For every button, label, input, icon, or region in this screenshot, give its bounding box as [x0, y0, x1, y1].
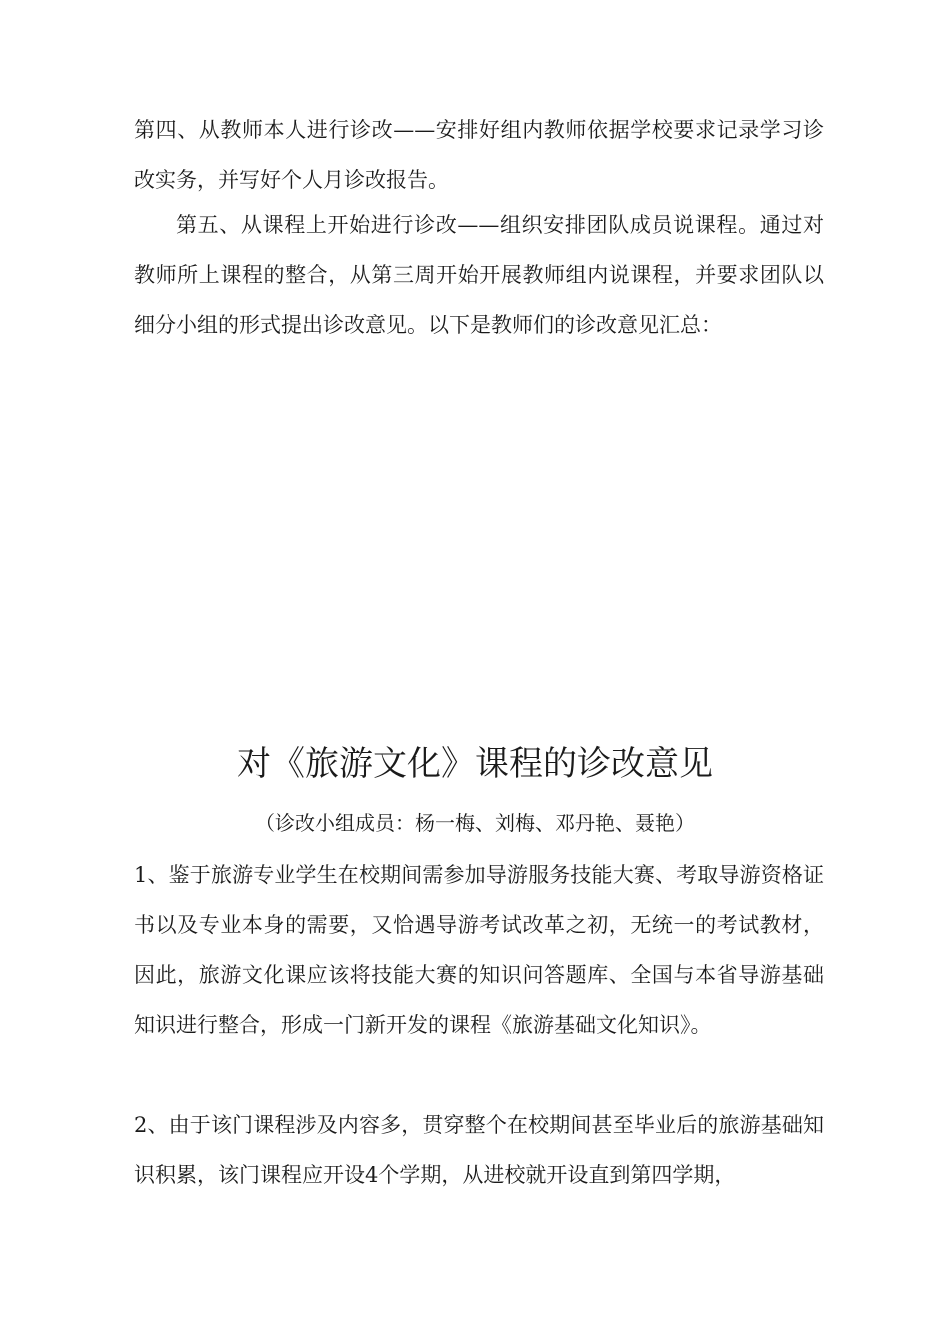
paragraph-fourth: 第四、从教师本人进行诊改——安排好组内教师依据学校要求记录学习诊改实务，并写好个人月诊改报告。: [134, 118, 824, 192]
section-subtitle: （诊改小组成员：杨一梅、刘梅、邓丹艳、聂艳）: [255, 811, 695, 835]
paragraph-fifth: 第五、从课程上开始进行诊改——组织安排团队成员说课程。通过对教师所上课程的整合，从第三周开始开展教师组内说课程，并要求团队以细分小组的形式提出诊改意见。以下是教师们的诊改意见汇总：: [134, 213, 824, 337]
list-item: 1、鉴于旅游专业学生在校期间需参加导游服务技能大赛、考取导游资格证书以及专业本身的需要，又恰遇导游考试改革之初，无统一的考试教材，因此，旅游文化课应该将技能大赛的知识问答题库、全国与本省导游基础知识进行整合，形成一门新开发的课程《旅游基础文化知识》。: [134, 863, 824, 1037]
list-item: 2、由于该门课程涉及内容多，贯穿整个在校期间甚至毕业后的旅游基础知识积累，该门课程应开设4个学期，从进校就开设直到第四学期，: [134, 1113, 824, 1187]
section-title: 对《旅游文化》课程的诊改意见: [237, 744, 713, 784]
